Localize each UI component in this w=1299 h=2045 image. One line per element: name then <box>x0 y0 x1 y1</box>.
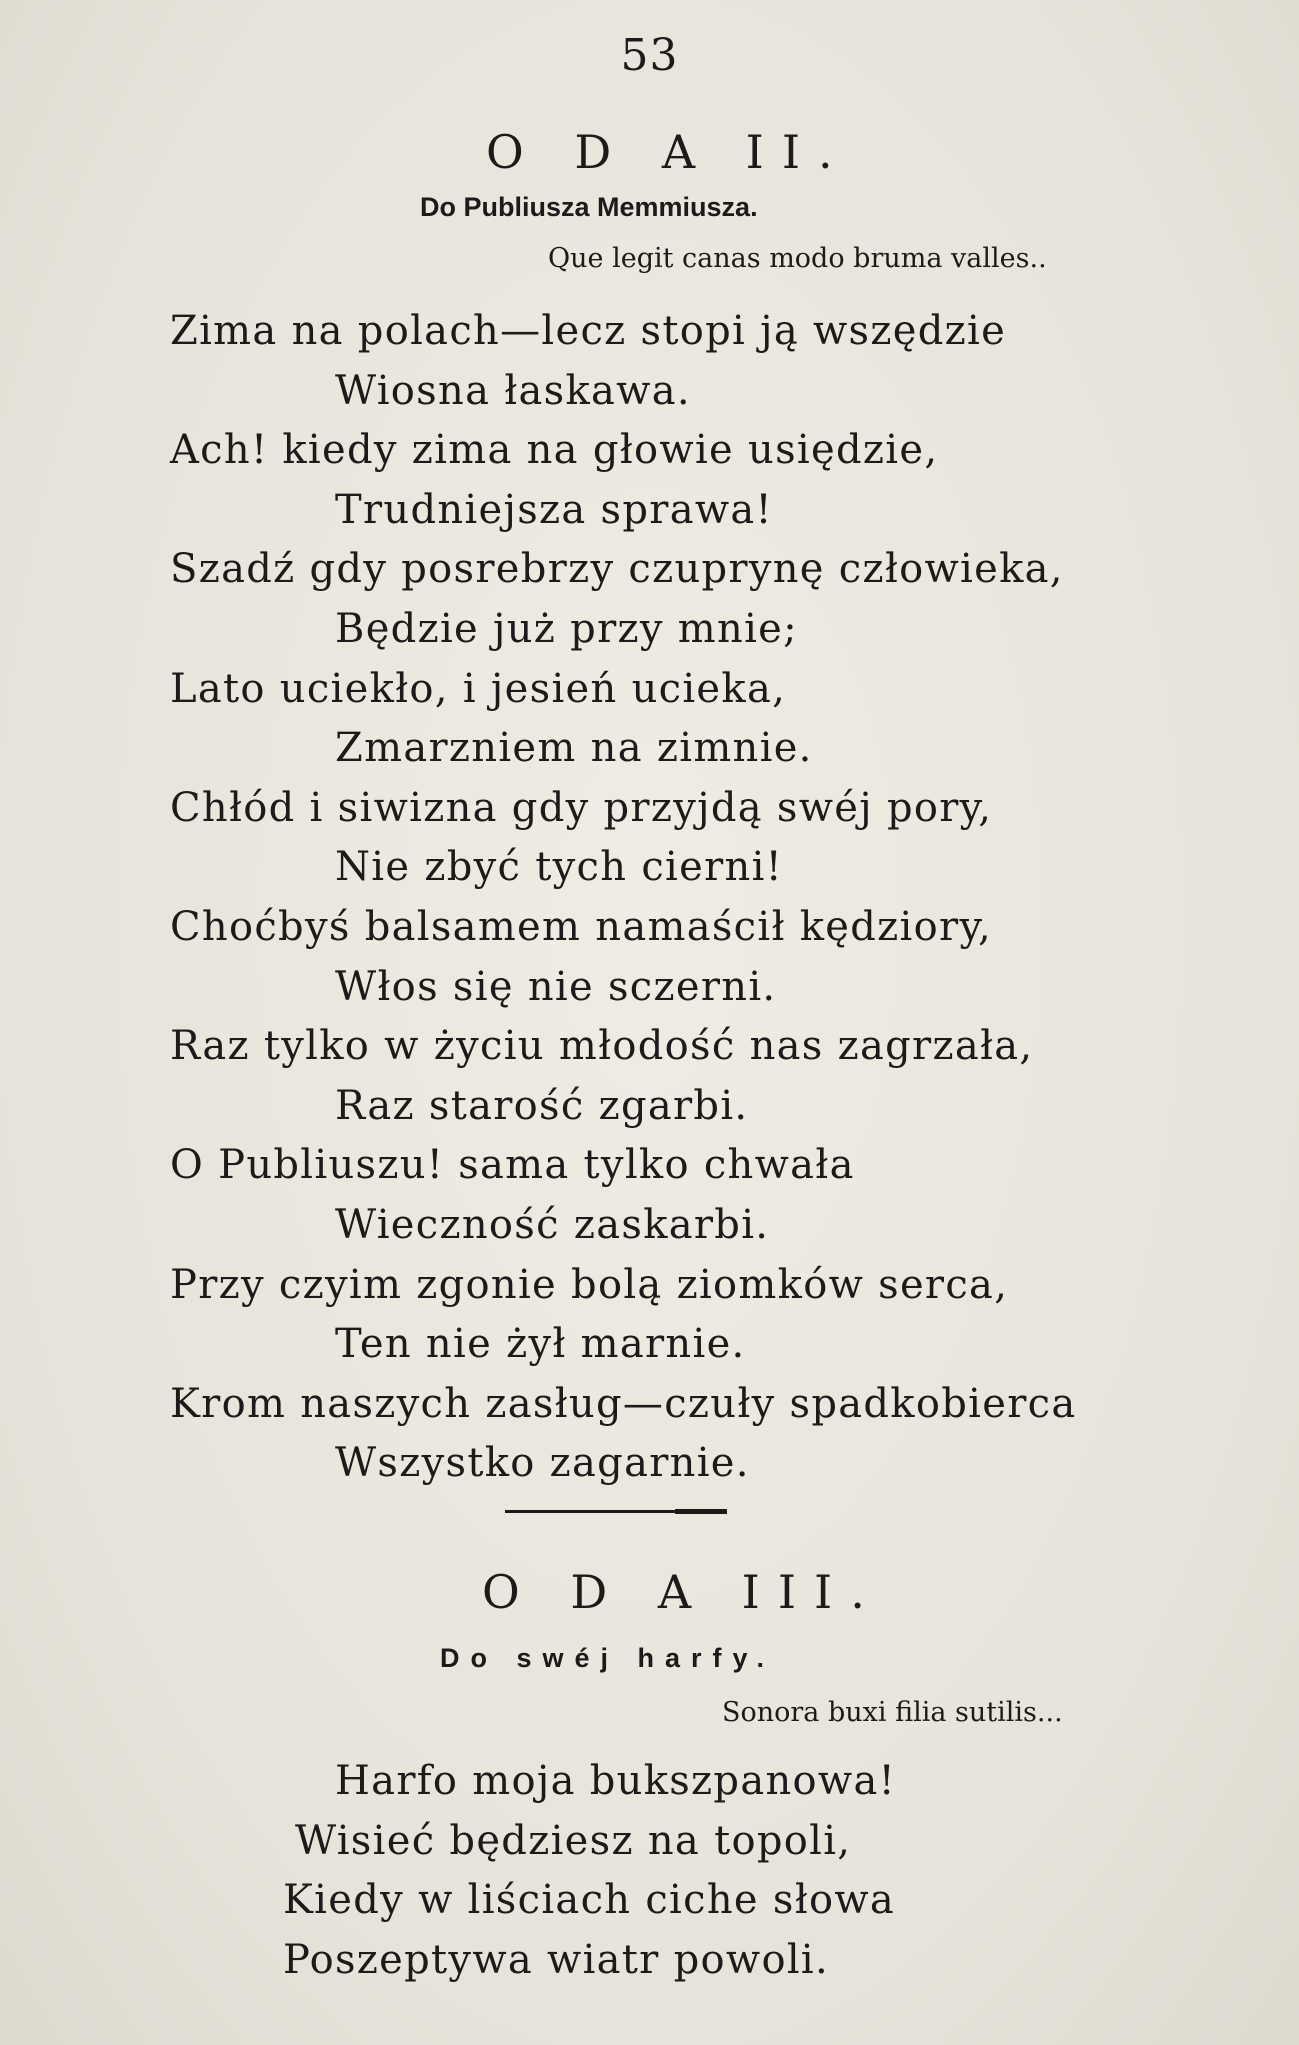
poem-line: Harfo moja bukszpanowa! <box>335 1758 896 1804</box>
poem-line: Lato uciekło, i jesień ucieka, <box>170 665 787 712</box>
ode-2-epigraph: Que legit canas modo bruma valles.. <box>548 243 1047 274</box>
page-number: 53 <box>620 30 679 81</box>
poem-line: Raz tylko w życiu młodość nas zagrzała, <box>170 1023 1034 1070</box>
poem-line: Wisieć będziesz na topoli, <box>295 1817 852 1864</box>
poem-line: Krom naszych zasług—czuły spadkobierca <box>170 1380 1077 1427</box>
ode-2-poem <box>170 302 1076 1494</box>
poem-line: Zmarzniem na zimnie. <box>335 725 813 772</box>
poem-line: O Publiuszu! sama tylko chwała <box>170 1142 855 1189</box>
poem-line: Ach! kiedy zima na głowie usiędzie, <box>170 427 939 474</box>
poem-line: Raz starość zgarbi. <box>335 1082 749 1129</box>
ode-2-title: O D A II. <box>486 125 851 179</box>
poem-line: Przy czyim zgonie bolą ziomków serca, <box>170 1261 1009 1308</box>
poem-line: Szadź gdy posrebrzy czuprynę człowieka, <box>170 546 1064 593</box>
ode-3-poem <box>283 1752 896 1990</box>
poem-line: Nie zbyć tych cierni! <box>335 844 784 891</box>
ode-3-epigraph: Sonora buxi filia sutilis... <box>722 1697 1063 1728</box>
poem-line: Włos się nie sczerni. <box>335 963 777 1010</box>
poem-line: Wszystko zagarnie. <box>335 1440 750 1487</box>
poem-line: Poszeptywa wiatr powoli. <box>283 1936 830 1983</box>
ode-2-dedication: Do Publiusza Memmiusza. <box>420 192 758 222</box>
poem-line: Wiosna łaskawa. <box>335 367 691 414</box>
poem-line: Ten nie żył marnie. <box>335 1321 746 1368</box>
ode-3-dedication: Do swéj harfy. <box>440 1643 776 1673</box>
poem-line: Zima na polach—lecz stopi ją wszędzie <box>170 308 1007 354</box>
poem-line: Trudniejsza sprawa! <box>335 486 773 533</box>
poem-line: Chłód i siwizna gdy przyjdą swéj pory, <box>170 784 993 831</box>
poem-line: Kiedy w liściach ciche słowa <box>283 1877 896 1924</box>
section-divider <box>505 1510 727 1513</box>
poem-line: Będzie już przy mnie; <box>335 605 798 652</box>
poem-line: Wieczność zaskarbi. <box>335 1201 770 1248</box>
ode-3-title: O D A III. <box>482 1565 883 1619</box>
poem-line: Choćbyś balsamem namaścił kędziory, <box>170 903 993 950</box>
